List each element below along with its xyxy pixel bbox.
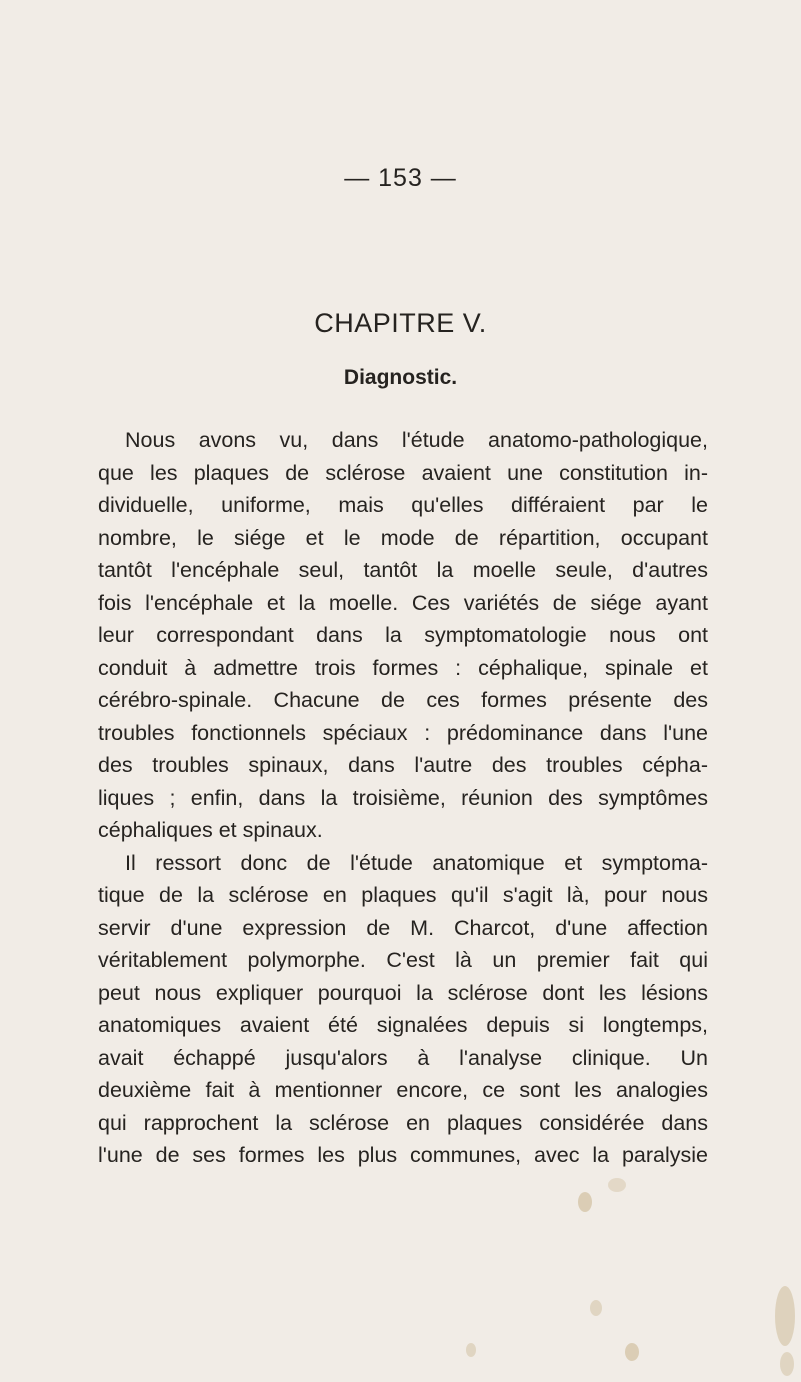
text-line: tique de la sclérose en plaques qu'il s'agit là, pour nous: [98, 883, 708, 907]
text-line: anatomiques avaient été signalées depuis si longtemps,: [98, 1013, 708, 1037]
text-line: tantôt l'encéphale seul, tantôt la moelle seule, d'autres: [98, 558, 708, 582]
text-line: liques ; enfin, dans la troisième, réunion des symptômes: [98, 785, 708, 810]
text-line: Nous avons vu, dans l'étude anatomo-pathologique,: [125, 428, 708, 452]
text-line: cérébro-spinale. Chacune de ces formes présente des: [98, 688, 708, 712]
paper-stain: [608, 1178, 626, 1192]
text-line: conduit à admettre trois formes : céphalique, spinale et: [98, 655, 708, 680]
page-number: — 153 —: [344, 164, 457, 192]
text-line: troubles fonctionnels spéciaux : prédominance dans l'une: [98, 720, 708, 745]
text-line: Il ressort donc de l'étude anatomique et symptoma-: [125, 850, 708, 875]
text-line: leur correspondant dans la symptomatologie nous ont: [98, 623, 708, 647]
paragraph-1: [98, 424, 708, 847]
text-line: avait échappé jusqu'alors à l'analyse clinique. Un: [98, 1045, 708, 1070]
text-line: dividuelle, uniforme, mais qu'elles différaient par le: [98, 493, 708, 517]
text-line: l'une de ses formes les plus communes, avec la paralysie: [98, 1143, 708, 1167]
paper-stain: [466, 1343, 476, 1357]
paper-stain: [590, 1300, 602, 1316]
body-text: [98, 424, 708, 1172]
paper-stain: [625, 1343, 639, 1361]
text-line: nombre, le siége et le mode de répartition, occupant: [98, 525, 708, 550]
text-line: que les plaques de sclérose avaient une constitution in-: [98, 460, 708, 485]
text-line: véritablement polymorphe. C'est là un premier fait qui: [98, 948, 708, 972]
text-line: deuxième fait à mentionner encore, ce sont les analogies: [98, 1078, 708, 1102]
paper-stain: [775, 1286, 795, 1346]
text-line: fois l'encéphale et la moelle. Ces variétés de siége ayant: [98, 590, 708, 615]
text-line: qui rapprochent la sclérose en plaques considérée dans: [98, 1110, 708, 1135]
text-line: céphaliques et spinaux.: [98, 818, 323, 842]
chapter-title: CHAPITRE V.: [314, 308, 487, 338]
paper-stain: [578, 1192, 592, 1212]
text-line: des troubles spinaux, dans l'autre des troubles cépha-: [98, 753, 708, 777]
section-title: Diagnostic.: [343, 366, 458, 389]
text-line: peut nous expliquer pourquoi la sclérose dont les lésions: [98, 980, 708, 1005]
text-line: servir d'une expression de M. Charcot, d'une affection: [98, 915, 708, 940]
paper-stain: [780, 1352, 794, 1376]
paragraph-2: [98, 847, 708, 1172]
